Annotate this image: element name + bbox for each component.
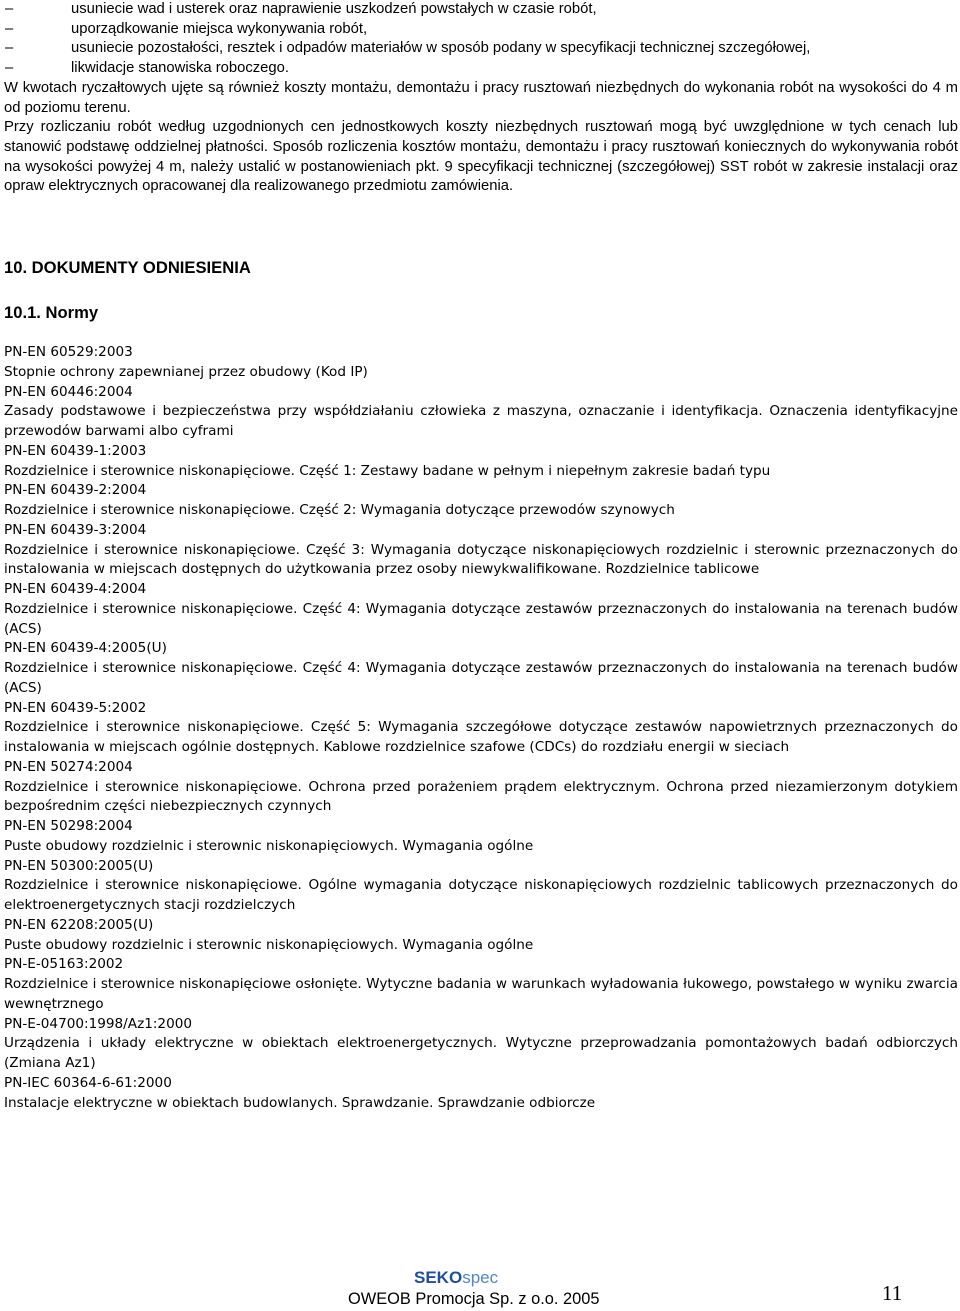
norm-title: Rozdzielnice i sterownice niskonapięciowe. Część 3: Wymagania dotyczące niskonapięciowych rozdzielnic i sterownic przeznaczonych do instalowania w miejscach dostępnych do użytkowania przez osoby niewykwalifikowane. Rozdzielnice tablicowe: [4, 541, 958, 578]
section-heading: 10. DOKUMENTY ODNIESIENIA: [4, 258, 251, 277]
page-footer: [0, 1266, 960, 1311]
paragraph-scaffolding-unit-price: Przy rozliczaniu robót według uzgodnionych cen jednostkowych koszty niezbędnych rusztowań mogą być uwzględnione w tych cenach lub stanowić podstawę oddzielnej płatności. Sposób rozliczenia kosztów montażu, demontażu i pracy rusztowań koniecznych do wykonywania robót na wysokości powyżej 4 m, należy ustalić w postanowieniach pkt. 9 specyfikacji technicznej (szczegółowej) SST robót w zakresie instalacji oraz opraw elektrycznych opracowanej dla realizowanego przedmiotu zamówienia.: [4, 119, 958, 195]
norm-code: PN-EN 60439-2:2004: [4, 482, 147, 499]
norm-title: Rozdzielnice i sterownice niskonapięciowe. Ogólne wymagania dotyczące niskonapięciowych rozdzielnic tablicowych przeznaczonych do elektroenergetycznych stacji rozdzielczych: [4, 877, 958, 913]
norm-title: Rozdzielnice i sterownice niskonapięciowe. Część 5: Wymagania szczegółowe dotyczące zestawów napowietrznych przeznaczonych do instalowania w miejscach ogólnie dostępnych. Kablowe rozdzielnice szafowe (CDCs) do rozdziału energii w sieciach: [4, 719, 958, 755]
norm-code: PN-EN 60439-5:2002: [4, 699, 147, 716]
norm-code: PN-IEC 60364-6-61:2000: [4, 1074, 172, 1091]
norm-title: Rozdzielnice i sterownice niskonapięciowe. Ochrona przed porażeniem prądem elektrycznym. Ochrona przed niezamierzonym dotykiem bezpośrednim części niebezpiecznych czynnych: [4, 778, 958, 815]
list-item: [4, 59, 958, 79]
list-item: [4, 0, 958, 20]
dash-bullet: –: [5, 1, 14, 17]
norm-code: PN-EN 60439-1:2003: [4, 442, 147, 459]
dash-bullet: –: [5, 20, 14, 37]
norm-code: PN-EN 60446:2004: [4, 383, 133, 400]
company-name: OWEOB Promocja Sp. z o.o. 2005: [348, 1290, 600, 1308]
norm-code: PN-E-05163:2002: [4, 956, 124, 973]
norm-title: Puste obudowy rozdzielnic i sterownic niskonapięciowych. Wymagania ogólne: [4, 837, 534, 854]
norm-title: Urządzenia i układy elektryczne w obiektach elektroenergetycznych. Wytyczne przeprowadzania pomontażowych badań odbiorczych (Zmiana Az1): [4, 1035, 958, 1071]
norm-title: Zasady podstawowe i bezpieczeństwa przy współdziałaniu człowieka z maszyna, oznaczanie i identyfikacja. Oznaczenia identyfikacyjne przewodów barwami albo cyframi: [4, 403, 958, 439]
norm-title: Rozdzielnice i sterownice niskonapięciowe osłonięte. Wytyczne badania w warunkach wyładowania łukowego, powstałego w wyniku zwarcia wewnętrznego: [4, 976, 958, 1012]
list-item-text: uporządkowanie miejsca wykonywania robót,: [71, 20, 368, 37]
norm-code: PN-EN 60529:2003: [4, 344, 133, 360]
norm-title: Rozdzielnice i sterownice niskonapięciowe. Część 4: Wymagania dotyczące zestawów przeznaczonych do instalowania na terenach budów (ACS): [4, 600, 958, 637]
list-item-text: likwidacje stanowiska roboczego.: [71, 60, 289, 77]
paragraph-scaffolding-lump-sum: W kwotach ryczałtowych ujęte są również koszty montażu, demontażu i pracy rusztowań niezbędnych do wykonania robót na wysokości do 4 m od poziomu terenu.: [4, 79, 958, 116]
subsection-heading: 10.1. Normy: [4, 303, 99, 322]
norm-title: Rozdzielnice i sterownice niskonapięciowe. Część 1: Zestawy badane w pełnym i niepełnym zakresie badań typu: [4, 462, 771, 479]
sekospec-logo: [414, 1268, 498, 1288]
list-item: [4, 39, 958, 59]
norm-code: PN-EN 60439-4:2005(U): [4, 640, 167, 657]
norm-title: Instalacje elektryczne w obiektach budowlanych. Sprawdzanie. Sprawdzanie odbiorcze: [4, 1094, 596, 1111]
norm-code: PN-E-04700:1998/Az1:2000: [4, 1015, 193, 1032]
norms-list: [4, 343, 958, 1113]
cleanup-list: [4, 0, 958, 79]
norm-code: PN-EN 60439-4:2004: [4, 581, 147, 597]
norm-code: PN-EN 50300:2005(U): [4, 857, 154, 874]
norm-code: PN-EN 62208:2005(U): [4, 916, 154, 933]
document-page: [4, 0, 958, 1111]
brand-light-text: spec: [462, 1268, 499, 1287]
list-item-text: usuniecie pozostałości, resztek i odpadów materiałów w sposób podany w specyfikacji technicznej szczegółowej,: [71, 40, 811, 57]
dash-bullet: –: [5, 40, 14, 57]
norm-code: PN-EN 60439-3:2004: [4, 521, 147, 538]
norm-code: PN-EN 50274:2004: [4, 758, 133, 775]
norm-code: PN-EN 50298:2004: [4, 818, 133, 834]
norm-title: Rozdzielnice i sterownice niskonapięciowe. Część 4: Wymagania dotyczące zestawów przeznaczonych do instalowania na terenach budów (ACS): [4, 660, 958, 696]
norm-title: Rozdzielnice i sterownice niskonapięciowe. Część 2: Wymagania dotyczące przewodów szynowych: [4, 502, 675, 518]
dash-bullet: –: [5, 60, 14, 77]
brand-bold-text: SEKO: [414, 1268, 463, 1287]
page-number: 11: [882, 1281, 903, 1305]
norm-title: Puste obudowy rozdzielnic i sterownic niskonapięciowych. Wymagania ogólne: [4, 936, 534, 953]
list-item-text: usuniecie wad i usterek oraz naprawienie uszkodzeń powstałych w czasie robót,: [71, 1, 597, 17]
list-item: [4, 20, 958, 40]
norm-title: Stopnie ochrony zapewnianej przez obudowy (Kod IP): [4, 363, 368, 380]
